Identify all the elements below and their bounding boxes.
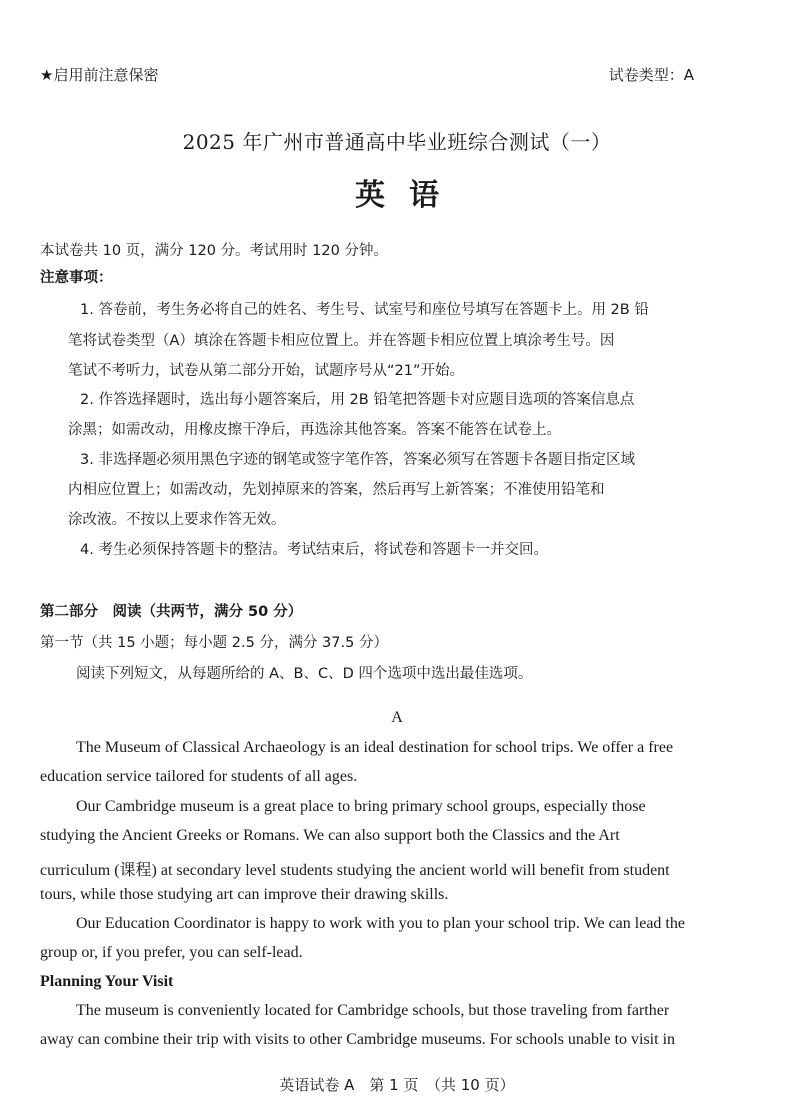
passage-line: tours, while those studying art can improve their drawing skills.: [40, 886, 449, 903]
note-line: 2. 作答选择题时，选出每小题答案后，用 2B 铅笔把答题卡对应题目选项的答案信息点: [80, 392, 635, 408]
intro-text: 本试卷共 10 页，满分 120 分。考试用时 120 分钟。: [40, 243, 388, 259]
passage-line: Our Education Coordinator is happy to work with you to plan your school trip. We can lead the: [76, 915, 685, 932]
passage-line: education service tailored for students of all ages.: [40, 768, 358, 785]
notes-heading: 注意事项：: [40, 270, 113, 286]
note-line: 内相应位置上；如需改动，先划掉原来的答案，然后再写上新答案；不准使用铅笔和: [68, 482, 605, 498]
part-title: 第二部分 阅读（共两节，满分 50 分）: [40, 604, 303, 620]
passage-line: away can combine their trip with visits to other Cambridge museums. For schools unable to visit in: [40, 1031, 676, 1048]
page-footer: 英语试卷 A 第 1 页 （共 10 页）: [279, 1076, 515, 1094]
note-line: 涂改液。不按以上要求作答无效。: [68, 512, 286, 528]
passage-line: group or, if you prefer, you can self-lead.: [40, 944, 303, 961]
note-line: 笔试不考听力，试卷从第二部分开始，试题序号从“21”开始。: [68, 363, 464, 379]
note-line: 4. 考生必须保持答题卡的整洁。考试结束后，将试卷和答题卡一并交回。: [80, 542, 548, 558]
note-line: 涂黑；如需改动，用橡皮擦干净后，再选涂其他答案。答案不能答在试卷上。: [68, 422, 561, 438]
note-line: 3. 非选择题必须用黑色字迹的钢笔或签字笔作答，答案必须写在答题卡各题目指定区域: [80, 452, 635, 468]
paper-type-label: 试卷类型：A: [608, 66, 694, 84]
note-line: 1. 答卷前，考生务必将自己的姓名、考生号、试室号和座位号填写在答题卡上。用 2B 铅: [80, 302, 649, 318]
section-instruction: 阅读下列短文，从每题所给的 A、B、C、D 四个选项中选出最佳选项。: [76, 666, 533, 682]
passage-line: studying the Ancient Greeks or Romans. We can also support both the Classics and the Art: [40, 827, 620, 844]
passage-label: A: [391, 709, 403, 726]
subject-title: 英语: [355, 178, 463, 213]
note-line: 笔将试卷类型（A）填涂在答题卡相应位置上。并在答题卡相应位置上填涂考生号。因: [68, 333, 615, 349]
confidential-label: ★启用前注意保密: [40, 66, 159, 84]
passage-line: curriculum (课程) at secondary level students studying the ancient world will benefit from student: [40, 862, 670, 879]
section-title: 第一节（共 15 小题；每小题 2.5 分，满分 37.5 分）: [40, 635, 388, 651]
passage-line: The Museum of Classical Archaeology is an ideal destination for school trips. We offer a free: [76, 739, 674, 756]
passage-line: Our Cambridge museum is a great place to bring primary school groups, especially those: [76, 798, 646, 815]
passage-subheading: Planning Your Visit: [40, 973, 174, 990]
exam-title: 2025 年广州市普通高中毕业班综合测试（一）: [182, 130, 612, 154]
passage-line: The museum is conveniently located for Cambridge schools, but those traveling from farther: [76, 1002, 670, 1019]
